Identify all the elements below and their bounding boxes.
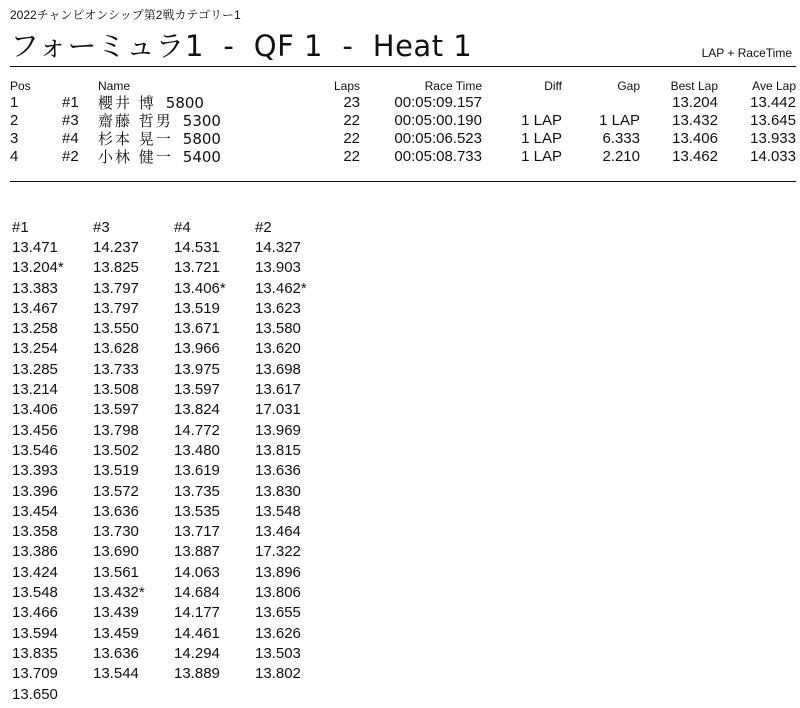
result-race-time: 00:05:08.733 <box>394 148 482 165</box>
lap-time: 13.797 <box>93 279 139 297</box>
lap-time: 13.636 <box>93 644 139 662</box>
lap-column-header: #1 <box>12 219 29 236</box>
driver-name: 齋藤 哲男 <box>98 112 173 130</box>
lap-time: 13.802 <box>255 665 301 683</box>
result-laps: 22 <box>343 130 360 147</box>
lap-time: 13.204* <box>12 259 64 277</box>
lap-time: 14.772 <box>174 421 220 439</box>
header-best-lap: Best Lap <box>670 79 718 93</box>
lap-time: 13.519 <box>93 462 139 480</box>
lap-column <box>12 218 93 705</box>
results-header-row <box>10 78 796 94</box>
result-gap: 6.333 <box>602 130 640 147</box>
lap-time: 13.466 <box>12 604 58 622</box>
result-car-number: #1 <box>62 94 79 111</box>
results-body <box>10 94 796 166</box>
lap-time: 13.544 <box>93 665 139 683</box>
lap-time: 13.636 <box>93 502 139 520</box>
lap-time: 13.550 <box>93 320 139 338</box>
header-race-time: Race Time <box>424 79 482 93</box>
result-diff: 1 LAP <box>521 112 562 129</box>
header-no <box>62 78 98 94</box>
result-pos: 4 <box>10 148 19 165</box>
lap-time: 13.721 <box>174 259 220 277</box>
lap-time: 13.285 <box>12 360 58 378</box>
lap-time: 13.824 <box>174 401 220 419</box>
lap-time: 13.797 <box>93 299 139 317</box>
lap-time: 13.889 <box>174 665 220 683</box>
driver-number: 5400 <box>182 148 221 166</box>
result-ave-lap: 13.645 <box>750 112 796 129</box>
lap-time: 13.623 <box>255 299 301 317</box>
report-type-label: LAP + RaceTime <box>701 46 792 60</box>
lap-time: 13.258 <box>12 320 58 338</box>
lap-time: 14.327 <box>255 239 301 256</box>
lap-time: 13.467 <box>12 299 58 317</box>
lap-time: 13.830 <box>255 482 301 500</box>
lap-column-header: #3 <box>93 219 110 236</box>
result-laps: 22 <box>343 112 360 129</box>
result-laps: 23 <box>343 94 360 111</box>
result-best-lap: 13.432 <box>672 112 718 129</box>
lap-time: 13.561 <box>93 563 139 581</box>
driver-name: 櫻井 博 <box>98 94 156 112</box>
lap-time: 13.502 <box>93 441 139 459</box>
lap-time: 13.619 <box>174 462 220 480</box>
lap-time: 13.535 <box>174 502 220 520</box>
lap-time: 13.386 <box>12 543 58 561</box>
result-best-lap: 13.462 <box>672 148 718 165</box>
lap-time: 13.214 <box>12 381 58 399</box>
lap-time: 13.975 <box>174 360 220 378</box>
lap-time: 13.548 <box>12 584 58 602</box>
lap-column <box>174 218 255 705</box>
lap-time: 14.237 <box>93 239 139 256</box>
lap-time: 13.628 <box>93 340 139 358</box>
lap-column-header: #2 <box>255 219 272 236</box>
lap-time: 13.424 <box>12 563 58 581</box>
result-gap: 1 LAP <box>599 112 640 129</box>
lap-time: 13.650 <box>12 685 58 703</box>
lap-time: 13.393 <box>12 462 58 480</box>
lap-time: 13.471 <box>12 239 58 256</box>
lap-time: 13.594 <box>12 624 58 642</box>
bottom-divider <box>10 181 796 182</box>
lap-time: 13.480 <box>174 441 220 459</box>
result-car-number: #2 <box>62 148 79 165</box>
lap-time: 13.546 <box>12 441 58 459</box>
header-ave-lap: Ave Lap <box>752 79 796 93</box>
header-name: Name <box>98 79 131 93</box>
lap-time: 13.396 <box>12 482 58 500</box>
lap-time: 13.617 <box>255 381 301 399</box>
result-laps: 22 <box>343 148 360 165</box>
lap-time: 13.835 <box>12 644 58 662</box>
result-pos: 2 <box>10 112 19 129</box>
lap-time: 13.464 <box>255 523 301 541</box>
result-row <box>10 130 796 148</box>
lap-time: 13.966 <box>174 340 220 358</box>
lap-time: 13.655 <box>255 604 301 622</box>
lap-time: 13.508 <box>93 381 139 399</box>
lap-time: 13.358 <box>12 523 58 541</box>
top-divider <box>10 66 796 67</box>
result-ave-lap: 13.933 <box>750 130 796 147</box>
header-laps: Laps <box>333 79 360 93</box>
lap-time: 13.730 <box>93 523 139 541</box>
driver-number: 5800 <box>182 130 221 148</box>
lap-time: 13.597 <box>174 381 220 399</box>
lap-time: 14.294 <box>174 644 220 662</box>
lap-time: 13.620 <box>255 340 301 358</box>
result-pos: 3 <box>10 130 19 147</box>
result-diff <box>482 94 562 112</box>
lap-time: 13.503 <box>255 644 301 662</box>
lap-time: 14.684 <box>174 584 220 602</box>
lap-time: 13.709 <box>12 665 58 683</box>
result-best-lap: 13.204 <box>672 94 718 111</box>
driver-number: 5300 <box>182 112 221 130</box>
lap-time: 13.636 <box>255 462 301 480</box>
page-title: フォーミュラ1 - QF 1 - Heat 1 <box>10 29 473 63</box>
result-ave-lap: 14.033 <box>750 148 796 165</box>
result-best-lap: 13.406 <box>672 130 718 147</box>
lap-time: 13.735 <box>174 482 220 500</box>
lap-time: 14.063 <box>174 563 220 581</box>
results-table <box>10 78 796 166</box>
result-row <box>10 148 796 166</box>
lap-time: 17.031 <box>255 401 301 419</box>
header-gap: Gap <box>617 79 640 93</box>
lap-time: 13.969 <box>255 421 301 439</box>
lap-time: 13.815 <box>255 441 301 459</box>
lap-column <box>255 218 336 705</box>
driver-name: 杉本 晃一 <box>98 130 173 148</box>
lap-time: 13.733 <box>93 360 139 378</box>
lap-time: 13.690 <box>93 543 139 561</box>
lap-times-grid <box>12 218 336 705</box>
lap-time: 13.671 <box>174 320 220 338</box>
event-subtitle: 2022チャンピオンシップ第2戦カテゴリー1 <box>10 8 241 22</box>
lap-time: 13.432* <box>93 584 145 602</box>
lap-time: 13.698 <box>255 360 301 378</box>
lap-time: 13.717 <box>174 523 220 541</box>
lap-time: 13.887 <box>174 543 220 561</box>
header-pos: Pos <box>10 79 31 93</box>
result-driver-name <box>98 94 296 112</box>
result-pos: 1 <box>10 94 19 111</box>
result-driver-name <box>98 130 296 148</box>
driver-number: 5800 <box>165 94 204 112</box>
result-ave-lap: 13.442 <box>750 94 796 111</box>
lap-time: 13.456 <box>12 421 58 439</box>
result-diff: 1 LAP <box>521 130 562 147</box>
driver-name: 小林 健一 <box>98 148 173 166</box>
lap-time: 13.459 <box>93 624 139 642</box>
lap-time: 13.439 <box>93 604 139 622</box>
result-gap: 2.210 <box>602 148 640 165</box>
lap-time: 13.454 <box>12 502 58 520</box>
result-race-time: 00:05:06.523 <box>394 130 482 147</box>
lap-time: 13.406* <box>174 279 226 297</box>
lap-time: 13.406 <box>12 401 58 419</box>
lap-time: 13.597 <box>93 401 139 419</box>
lap-time: 14.531 <box>174 239 220 256</box>
lap-time: 13.572 <box>93 482 139 500</box>
lap-time: 13.462* <box>255 279 307 297</box>
lap-column <box>93 218 174 705</box>
result-car-number: #4 <box>62 130 79 147</box>
result-driver-name <box>98 112 296 130</box>
lap-time: 13.548 <box>255 502 301 520</box>
result-row <box>10 94 796 112</box>
lap-time: 13.626 <box>255 624 301 642</box>
lap-time: 13.383 <box>12 279 58 297</box>
lap-time: 13.903 <box>255 259 301 277</box>
lap-time: 17.322 <box>255 543 301 561</box>
lap-time: 13.254 <box>12 340 58 358</box>
lap-time: 13.806 <box>255 584 301 602</box>
result-row <box>10 112 796 130</box>
lap-time: 14.177 <box>174 604 220 622</box>
lap-column-header: #4 <box>174 219 191 236</box>
header-diff: Diff <box>544 79 562 93</box>
result-race-time: 00:05:09.157 <box>394 94 482 111</box>
lap-time: 14.461 <box>174 624 220 642</box>
lap-time: 13.825 <box>93 259 139 277</box>
result-car-number: #3 <box>62 112 79 129</box>
lap-time: 13.580 <box>255 320 301 338</box>
lap-time: 13.896 <box>255 563 301 581</box>
result-race-time: 00:05:00.190 <box>394 112 482 129</box>
result-driver-name <box>98 148 296 166</box>
result-diff: 1 LAP <box>521 148 562 165</box>
lap-time: 13.798 <box>93 421 139 439</box>
lap-time: 13.519 <box>174 299 220 317</box>
result-gap <box>562 94 640 112</box>
